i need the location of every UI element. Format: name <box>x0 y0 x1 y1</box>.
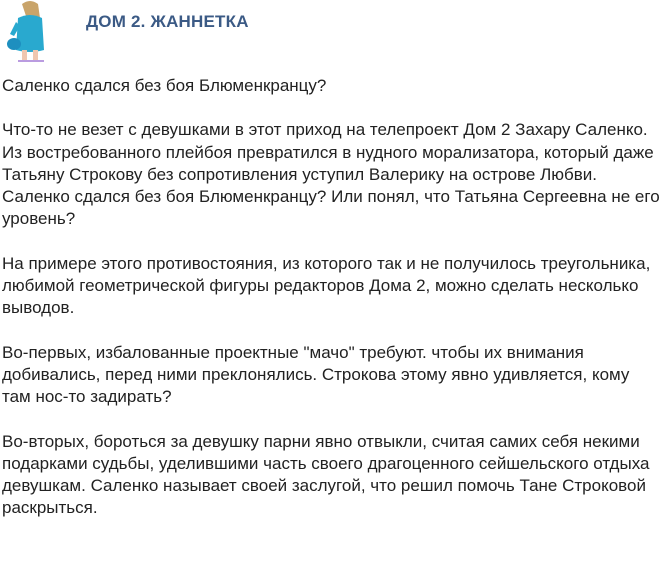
text-line: девушкам. Саленко называет своей заслугой, что решил помочь Тане Строковой <box>2 476 646 496</box>
text-line: там нос-то задирать? <box>2 387 172 407</box>
text-line: добивались, перед ними преклонялись. Строкова этому явно удивляется, кому <box>2 364 630 384</box>
article-heading <box>2 75 670 97</box>
paragraph <box>2 342 670 409</box>
article-body <box>2 75 670 542</box>
text-line: Татьяну Строкову без сопротивления уступил Валерику на острове Любви. <box>2 164 597 184</box>
group-title[interactable]: ДОМ 2. ЖАННЕТКА <box>86 12 249 31</box>
text-line: подарками судьбы, уделившими часть своего драгоценного сейшельского отдыха <box>2 453 650 473</box>
text-line: Саленко сдался без боя Блюменкранцу? Или понял, что Татьяна Сергеевна не его <box>2 187 660 207</box>
text-line: Саленко сдался без боя Блюменкранцу? <box>2 76 327 95</box>
text-line: любимой геометрической фигуры редакторов Дома 2, можно сделать несколько <box>2 276 639 296</box>
paragraph <box>2 119 670 230</box>
paragraph <box>2 253 670 320</box>
text-line: На примере этого противостояния, из которого так и не получилось треугольника, <box>2 253 651 273</box>
avatar[interactable] <box>4 0 56 64</box>
paragraph <box>2 431 670 520</box>
text-line: уровень? <box>2 209 76 229</box>
text-line: выводов. <box>2 298 75 318</box>
text-line: Что-то не везет с девушками в этот приход на телепроект Дом 2 Захару Саленко. <box>2 120 648 140</box>
text-line: Во-вторых, бороться за девушку парни явно отвыкли, считая самих себя некими <box>2 431 640 451</box>
text-line: Во-первых, избалованные проектные "мачо" требуют. чтобы их внимания <box>2 342 584 362</box>
post-header <box>0 0 670 70</box>
text-line: Из востребованного плейбоя превратился в нудного морализатора, который даже <box>2 142 654 162</box>
text-line: раскрыться. <box>2 498 98 518</box>
